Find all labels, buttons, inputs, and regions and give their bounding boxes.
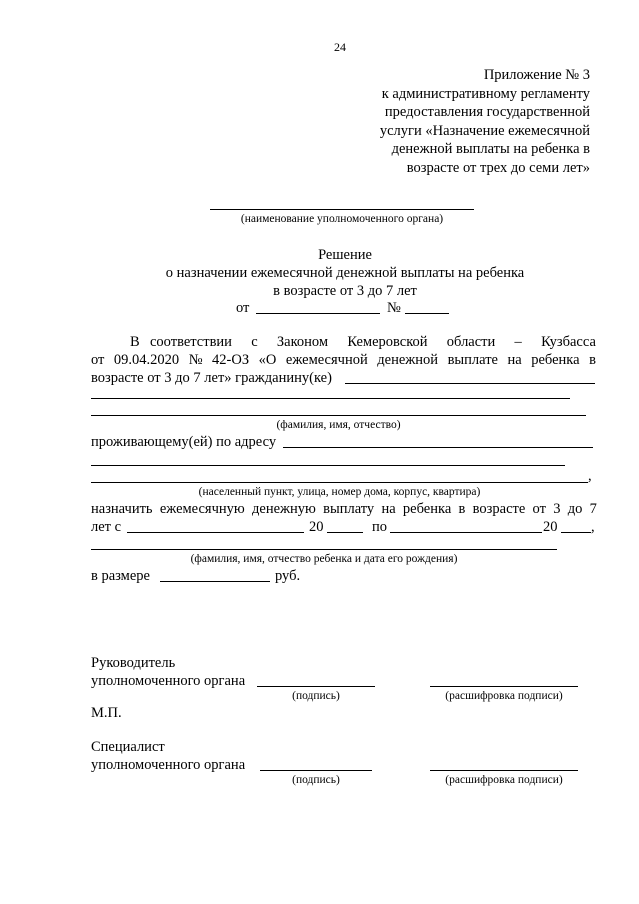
number-label: № — [387, 300, 401, 316]
year-prefix-1: 20 — [309, 519, 324, 535]
specialist-title: Специалист — [91, 739, 165, 755]
assign-word: ребенка — [402, 501, 452, 517]
para-word: ребенка — [531, 352, 580, 368]
assign-word: возрасте — [472, 501, 526, 517]
para-word: на — [507, 352, 522, 368]
head-org-label: уполномоченного органа — [91, 673, 246, 689]
address-field-1[interactable] — [283, 447, 593, 448]
assign-line — [91, 500, 597, 518]
currency-label: руб. — [275, 568, 301, 584]
period-comma: , — [591, 519, 595, 535]
address-caption: (населенный пункт, улица, номер дома, корпус, квартира) — [198, 486, 481, 498]
para-word: от — [91, 352, 105, 368]
appendix-header — [340, 66, 590, 177]
assign-word: до — [567, 501, 583, 517]
child-info-field[interactable] — [91, 549, 557, 550]
amount-field[interactable] — [160, 581, 270, 582]
assign-word: денежную — [252, 501, 316, 517]
period-to-year-field[interactable] — [561, 532, 591, 533]
para-word: соответствии — [150, 334, 232, 350]
para-word: № — [188, 352, 203, 368]
specialist-signature-field[interactable] — [260, 770, 372, 771]
para-word: «О — [258, 352, 277, 368]
para-word: выплате — [447, 352, 498, 368]
fio-caption: (фамилия, имя, отчество) — [276, 419, 401, 431]
para-word: Кузбасса — [541, 334, 596, 350]
para-word: Кемеровской — [347, 334, 428, 350]
specialist-org-label: уполномоченного органа — [91, 757, 246, 773]
para-word: 42-ОЗ — [212, 352, 250, 368]
address-label: проживающему(ей) по адресу — [91, 434, 277, 450]
specialist-decode-caption: (расшифровка подписи) — [445, 774, 563, 786]
para-line1 — [150, 333, 596, 351]
assign-word: в — [458, 501, 466, 517]
stamp-label: М.П. — [91, 705, 122, 721]
citizen-fio-field-3[interactable] — [91, 415, 586, 416]
head-signature-caption: (подпись) — [292, 690, 340, 702]
assign-word: 3 — [553, 501, 561, 517]
decision-title: Решение — [318, 247, 372, 263]
citizen-fio-field-2[interactable] — [91, 398, 570, 399]
assign-word: на — [381, 501, 396, 517]
para-line2 — [91, 351, 596, 369]
page-number: 24 — [334, 40, 346, 54]
para-word: в — [589, 352, 596, 368]
address-comma: , — [588, 468, 592, 484]
para-word: области — [446, 334, 496, 350]
period-from-year-field[interactable] — [327, 532, 363, 533]
period-from-label: лет с — [91, 519, 122, 535]
para-word: Законом — [276, 334, 329, 350]
appendix-line: к административному регламенту — [381, 85, 590, 102]
amount-label: в размере — [91, 568, 150, 584]
para-word: с — [251, 334, 258, 350]
head-signature-field[interactable] — [257, 686, 375, 687]
child-caption: (фамилия, имя, отчество ребенка и дата его рождения) — [190, 553, 458, 565]
period-from-date-field[interactable] — [127, 532, 304, 533]
decision-subject-line1: о назначении ежемесячной денежной выплаты на ребенка — [165, 265, 525, 281]
period-to-date-field[interactable] — [390, 532, 542, 533]
para-word: денежной — [377, 352, 439, 368]
appendix-line: возрасте от трех до семи лет» — [406, 159, 590, 176]
authority-name-line[interactable] — [210, 209, 474, 210]
date-field[interactable] — [256, 313, 380, 314]
appendix-line: услуги «Назначение ежемесячной — [379, 122, 590, 139]
address-field-2[interactable] — [91, 465, 565, 466]
head-decode-field[interactable] — [430, 686, 578, 687]
assign-word: назначить — [91, 501, 153, 517]
authority-caption: (наименование уполномоченного органа) — [240, 213, 444, 225]
address-field-3[interactable] — [91, 482, 588, 483]
decision-subject-line2: в возрасте от 3 до 7 лет — [273, 283, 417, 299]
para-word: – — [514, 334, 522, 350]
para-first-word: В — [130, 334, 140, 350]
appendix-line: предоставления государственной — [384, 104, 590, 120]
head-decode-caption: (расшифровка подписи) — [445, 690, 563, 702]
appendix-line: денежной выплаты на ребенка в — [391, 141, 590, 157]
para-word: ежемесячной — [285, 352, 368, 368]
assign-word: выплату — [323, 501, 375, 517]
assign-word: ежемесячную — [159, 501, 245, 517]
citizen-fio-field-1[interactable] — [345, 383, 595, 384]
assign-word: от — [532, 501, 546, 517]
number-field[interactable] — [405, 313, 449, 314]
assign-word: 7 — [589, 501, 597, 517]
appendix-line: Приложение № 3 — [483, 67, 590, 83]
date-label: от — [236, 300, 250, 316]
para-word: 09.04.2020 — [113, 352, 180, 368]
period-to-label: по — [372, 519, 388, 535]
para-line3: возрасте от 3 до 7 лет» гражданину(ке) — [91, 370, 332, 386]
year-prefix-2: 20 — [543, 519, 558, 535]
specialist-decode-field[interactable] — [430, 770, 578, 771]
head-title: Руководитель — [91, 655, 176, 671]
specialist-signature-caption: (подпись) — [292, 774, 340, 786]
